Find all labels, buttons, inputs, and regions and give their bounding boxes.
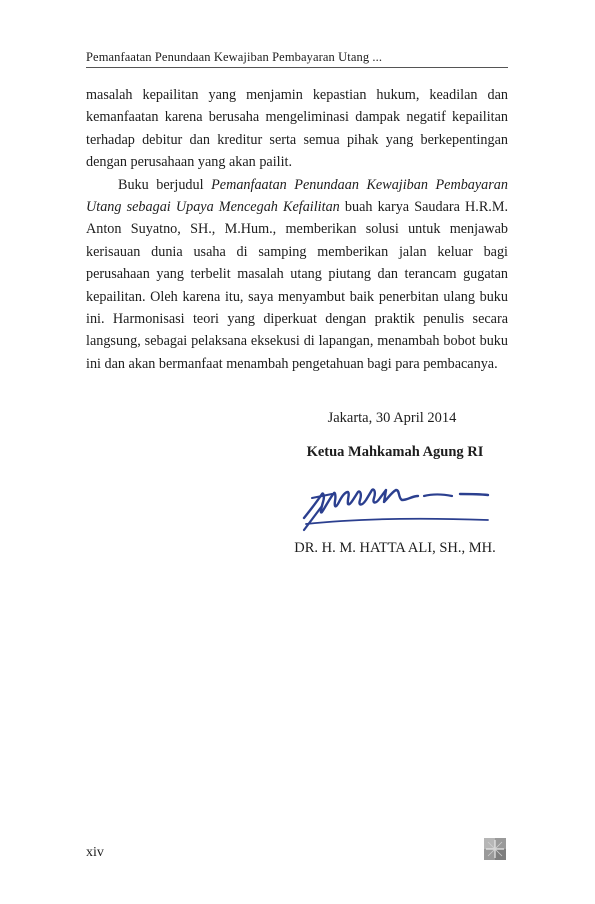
signature <box>292 478 502 538</box>
running-header <box>86 50 508 68</box>
paragraph-2-intro: Buku berjudul <box>118 176 212 193</box>
official-title: Ketua Mahkamah Agung RI <box>306 444 484 460</box>
page-number: xiv <box>86 845 104 860</box>
running-title: Pemanfaatan Penundaan Kewajiban Pembayaran Utang ... <box>86 50 383 64</box>
body-text <box>86 84 508 375</box>
paragraph-2-rest: buah karya Saudara H.R.M. Anton Suyatno, SH., M.Hum., memberikan solusi untuk menjawab kerisauan dunia usaha di samping memberikan jalan keluar bagi perusahaan yang terbelit masalah utang piutang dan terancam gugatan kepailitan. Oleh karena itu, saya menyambut baik penerbitan ulang buku ini. Harmonisasi teori yang diperkuat dengan praktik penulis secara langsung, sebagai pelaksana eksekusi di lapangan, menambah bobot buku ini dan akan bermanfaat menambah pengetahuan bagi para pembacanya. <box>86 199 509 372</box>
signer-name: DR. H. M. HATTA ALI, SH., MH. <box>294 540 496 556</box>
book-title: Pemanfaatan Penundaan Kewajiban Pembayaran Utang sebagai Upaya Mencegah Kefailitan <box>86 176 508 216</box>
paragraph-1: masalah kepailitan yang menjamin kepastian hukum, keadilan dan kemanfaatan karena berusaha mengeliminasi dampak negatif kepailitan terhadap debitur dan kreditur serta semua pihak yang berkepentingan dengan perusahaan yang akan pailit. <box>86 87 508 171</box>
paragraph-2 <box>86 174 508 376</box>
corner-ornament-icon <box>484 838 506 860</box>
place-date: Jakarta, 30 April 2014 <box>327 410 457 426</box>
